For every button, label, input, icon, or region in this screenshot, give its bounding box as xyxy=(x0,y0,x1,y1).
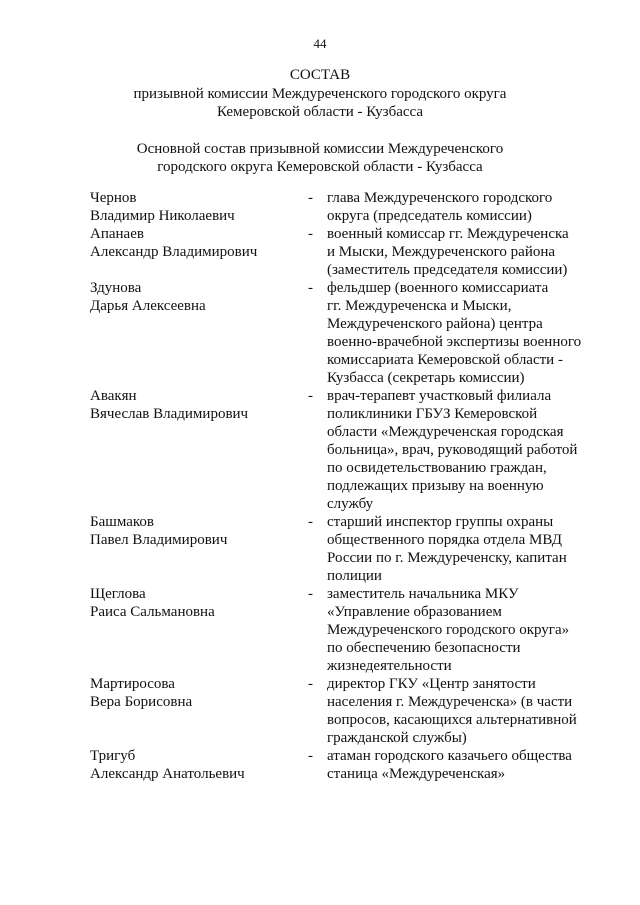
document-subtitle-line: призывной комиссии Междуреченского городского округа xyxy=(133,86,507,102)
section-title-line: городского округа Кемеровской области - Кузбасса xyxy=(157,159,483,175)
member-entry xyxy=(90,747,590,783)
member-surname: Чернов xyxy=(90,190,137,206)
role-line: округа (председатель комиссии) xyxy=(327,208,532,224)
member-name xyxy=(90,387,308,423)
member-surname: Мартиросова xyxy=(90,676,175,692)
member-entry xyxy=(90,585,590,675)
role-line: области «Междуреченская городская xyxy=(327,424,564,440)
member-name xyxy=(90,279,308,315)
member-surname: Авакян xyxy=(90,388,137,404)
role-line: по обеспечению безопасности xyxy=(327,640,521,656)
member-given-names: Вячеслав Владимирович xyxy=(90,406,249,422)
member-given-names: Александр Анатольевич xyxy=(90,766,245,782)
page-number: 44 xyxy=(313,36,327,51)
commission-members-list xyxy=(90,189,590,783)
member-given-names: Павел Владимирович xyxy=(90,532,228,548)
member-given-names: Владимир Николаевич xyxy=(90,208,235,224)
separator-dash: - xyxy=(308,676,313,692)
member-role xyxy=(327,747,589,783)
role-line: директор ГКУ «Центр занятости xyxy=(327,676,536,692)
role-line: гражданской службы) xyxy=(327,730,467,746)
member-given-names: Александр Владимирович xyxy=(90,244,258,260)
member-surname: Апанаев xyxy=(90,226,144,242)
role-line: атаман городского казачьего общества xyxy=(327,748,572,764)
member-name xyxy=(90,189,308,225)
separator-dash: - xyxy=(308,748,313,764)
role-line: фельдшер (военного комиссариата xyxy=(327,280,549,296)
member-entry xyxy=(90,189,590,225)
role-line: по освидетельствованию граждан, xyxy=(327,460,547,476)
document-subtitle-line: Кемеровской области - Кузбасса xyxy=(216,104,424,120)
member-entry xyxy=(90,513,590,585)
member-role xyxy=(327,585,589,675)
member-surname: Башмаков xyxy=(90,514,154,530)
role-line: комиссариата Кемеровской области - xyxy=(327,352,563,368)
member-name xyxy=(90,513,308,549)
member-entry xyxy=(90,279,590,387)
role-line: военно-врачебной экспертизы военного xyxy=(327,334,582,350)
member-role xyxy=(327,513,589,585)
member-role xyxy=(327,189,589,225)
role-line: «Управление образованием xyxy=(327,604,502,620)
role-line: службу xyxy=(327,496,374,512)
separator-dash: - xyxy=(308,388,313,404)
member-role xyxy=(327,387,589,513)
role-line: поликлиники ГБУЗ Кемеровской xyxy=(327,406,538,422)
member-entry xyxy=(90,387,590,513)
separator-dash: - xyxy=(308,586,313,602)
role-line: подлежащих призыву на военную xyxy=(327,478,544,494)
role-line: (заместитель председателя комиссии) xyxy=(327,262,568,278)
member-entry xyxy=(90,225,590,279)
role-line: Кузбасса (секретарь комиссии) xyxy=(327,370,525,386)
role-line: глава Междуреченского городского xyxy=(327,190,553,206)
member-role xyxy=(327,225,589,279)
role-line: населения г. Междуреченска» (в части xyxy=(327,694,573,710)
role-line: России по г. Междуреченску, капитан xyxy=(327,550,567,566)
separator-dash: - xyxy=(308,190,313,206)
role-line: гг. Междуреченска и Мыски, xyxy=(327,298,512,314)
member-role xyxy=(327,675,589,747)
member-surname: Щеглова xyxy=(90,586,146,602)
role-line: Междуреченского городского округа» xyxy=(327,622,570,638)
document-title: СОСТАВ xyxy=(289,67,351,83)
separator-dash: - xyxy=(308,226,313,242)
role-line: больница», врач, руководящий работой xyxy=(327,442,578,458)
role-line: заместитель начальника МКУ xyxy=(327,586,519,602)
section-title-line: Основной состав призывной комиссии Междуреченского xyxy=(136,141,504,157)
member-surname: Здунова xyxy=(90,280,142,296)
role-line: Междуреченского района) центра xyxy=(327,316,543,332)
member-name xyxy=(90,747,308,783)
separator-dash: - xyxy=(308,280,313,296)
role-line: жизнедеятельности xyxy=(327,658,452,674)
role-line: старший инспектор группы охраны xyxy=(327,514,554,530)
role-line: станица «Междуреченская» xyxy=(327,766,506,782)
member-given-names: Дарья Алексеевна xyxy=(90,298,206,314)
role-line: общественного порядка отдела МВД xyxy=(327,532,563,548)
member-entry xyxy=(90,675,590,747)
separator-dash: - xyxy=(308,514,313,530)
member-given-names: Вера Борисовна xyxy=(90,694,193,710)
member-name xyxy=(90,225,308,261)
role-line: врач-терапевт участковый филиала xyxy=(327,388,552,404)
role-line: полиции xyxy=(327,568,382,584)
member-name xyxy=(90,585,308,621)
member-role xyxy=(327,279,589,387)
member-name xyxy=(90,675,308,711)
member-given-names: Раиса Сальмановна xyxy=(90,604,215,620)
role-line: военный комиссар гг. Междуреченска xyxy=(327,226,569,242)
role-line: вопросов, касающихся альтернативной xyxy=(327,712,577,728)
member-surname: Тригуб xyxy=(90,748,136,764)
role-line: и Мыски, Междуреченского района xyxy=(327,244,556,260)
